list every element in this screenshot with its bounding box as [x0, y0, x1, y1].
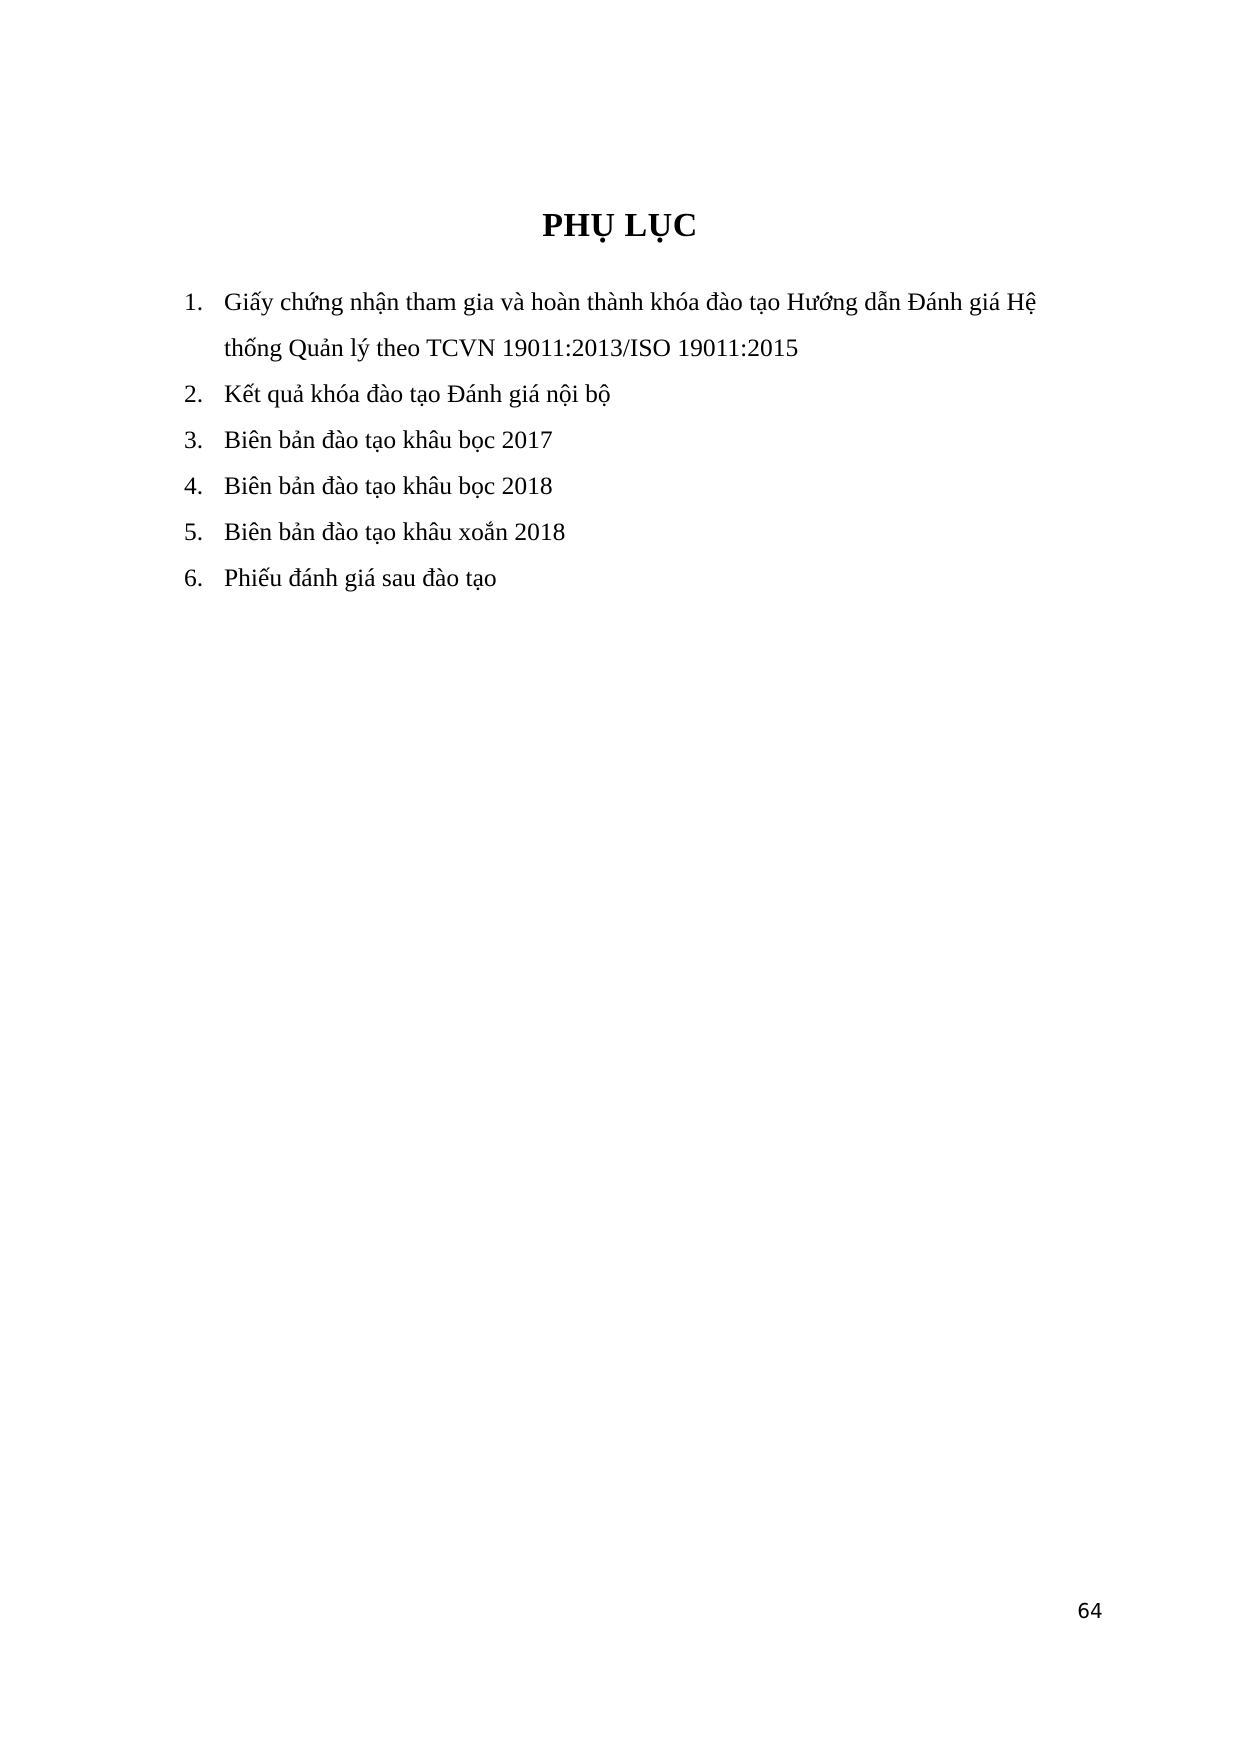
- item-number: 3.: [184, 425, 204, 454]
- appendix-item-1: [184, 279, 1084, 371]
- appendix-item-2: [184, 371, 1084, 417]
- appendix-item-3: [184, 417, 1084, 463]
- item-text: Kết quả khóa đào tạo Đánh giá nội bộ: [224, 379, 611, 408]
- item-text: Biên bản đào tạo khâu bọc 2017: [224, 425, 553, 454]
- item-text: Giấy chứng nhận tham gia và hoàn thành khóa đào tạo Hướng dẫn Đánh giá Hệ thống Quản lý theo TCVN 19011:2013/ISO 19011:2015: [224, 287, 1037, 362]
- item-text: Biên bản đào tạo khâu xoắn 2018: [224, 517, 566, 546]
- item-text: Phiếu đánh giá sau đào tạo: [224, 563, 497, 592]
- item-number: 6.: [184, 563, 204, 592]
- appendix-item-4: [184, 463, 1084, 509]
- item-number: 5.: [184, 517, 204, 546]
- page-title: PHỤ LỤC: [542, 207, 698, 244]
- item-number: 4.: [184, 471, 204, 500]
- item-number: 1.: [184, 287, 204, 316]
- item-number: 2.: [184, 379, 204, 408]
- item-text: Biên bản đào tạo khâu bọc 2018: [224, 471, 553, 500]
- page-number: 64: [1077, 1599, 1103, 1623]
- appendix-list: [184, 279, 1084, 601]
- appendix-item-6: [184, 555, 1084, 601]
- appendix-item-5: [184, 509, 1084, 555]
